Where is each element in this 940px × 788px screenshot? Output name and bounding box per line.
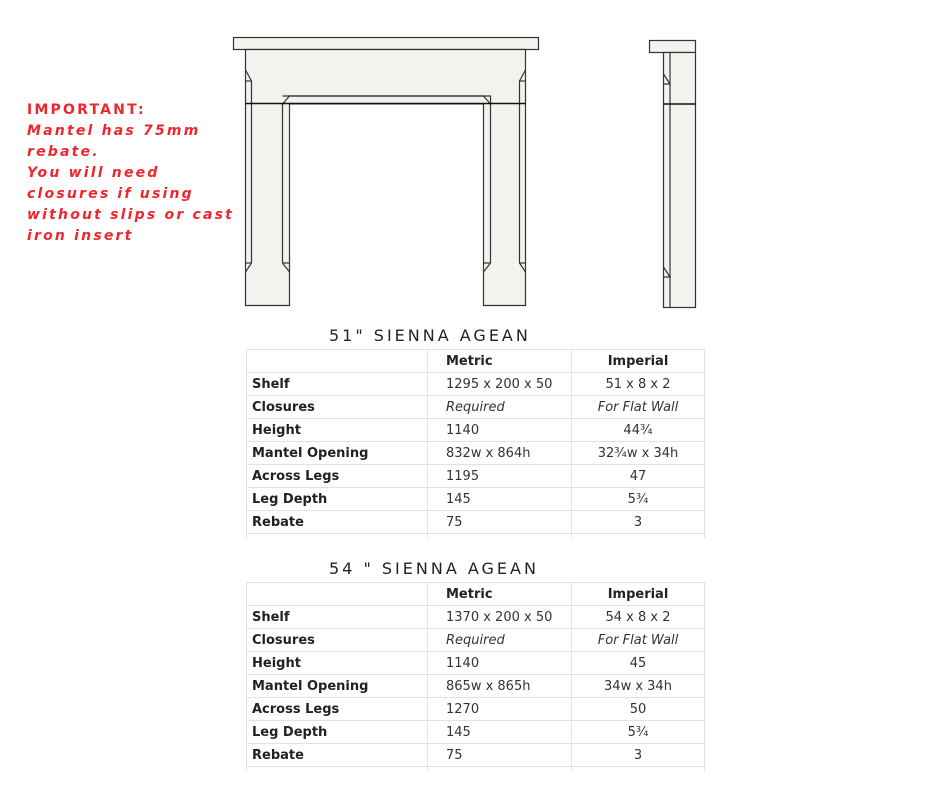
notice-line: without slips or cast	[27, 207, 235, 223]
mantel-side-drawing	[645, 35, 700, 310]
table-header-row	[247, 583, 705, 606]
row-imperial: 51 x 8 x 2	[572, 373, 705, 396]
notice-line: You will need	[27, 165, 160, 181]
row-imperial: For Flat Wall	[572, 629, 705, 652]
notice-line: Mantel has 75mm	[27, 123, 201, 139]
table-row	[247, 606, 705, 629]
row-label: Across Legs	[247, 465, 428, 488]
table-row	[247, 652, 705, 675]
row-imperial: 3	[572, 744, 705, 767]
table-row	[247, 698, 705, 721]
row-label: Leg Depth	[247, 721, 428, 744]
table-row	[247, 373, 705, 396]
row-label: Leg Depth	[247, 488, 428, 511]
row-imperial: 34w x 34h	[572, 675, 705, 698]
spec-table-54	[246, 582, 705, 771]
row-imperial: For Flat Wall	[572, 396, 705, 419]
table-row	[247, 675, 705, 698]
row-imperial: 44¾	[572, 419, 705, 442]
table-row	[247, 396, 705, 419]
notice-line: iron insert	[27, 228, 134, 244]
row-imperial: 54 x 8 x 2	[572, 606, 705, 629]
row-metric: 1195	[428, 465, 572, 488]
important-notice	[27, 100, 237, 247]
row-metric: 1140	[428, 652, 572, 675]
header-imperial: Imperial	[572, 583, 705, 606]
table-row	[247, 442, 705, 465]
row-label: Closures	[247, 629, 428, 652]
table-row	[247, 744, 705, 767]
header-metric: Metric	[428, 583, 572, 606]
spec-title-54: 54 " SIENNA AGEAN	[329, 559, 539, 578]
row-label: Closures	[247, 396, 428, 419]
header-label	[247, 583, 428, 606]
header-metric: Metric	[428, 350, 572, 373]
row-imperial: 50	[572, 698, 705, 721]
row-label: Height	[247, 419, 428, 442]
row-metric: 865w x 865h	[428, 675, 572, 698]
table-row	[247, 488, 705, 511]
table-row	[247, 721, 705, 744]
row-imperial: 45	[572, 652, 705, 675]
row-imperial: 5¾	[572, 488, 705, 511]
row-label: Shelf	[247, 606, 428, 629]
row-imperial: 47	[572, 465, 705, 488]
row-label: Rebate	[247, 744, 428, 767]
row-metric: 832w x 864h	[428, 442, 572, 465]
row-imperial: 5¾	[572, 721, 705, 744]
table-row	[247, 629, 705, 652]
table-row-spacer	[247, 767, 705, 772]
spec-table-51	[246, 349, 705, 538]
row-imperial: 32¾w x 34h	[572, 442, 705, 465]
table-header-row	[247, 350, 705, 373]
row-label: Across Legs	[247, 698, 428, 721]
row-metric: 1270	[428, 698, 572, 721]
row-metric: Required	[428, 629, 572, 652]
row-metric: 145	[428, 721, 572, 744]
spec-title-51: 51" SIENNA AGEAN	[329, 326, 531, 345]
notice-title: IMPORTANT:	[27, 102, 146, 118]
row-metric: 1295 x 200 x 50	[428, 373, 572, 396]
row-label: Rebate	[247, 511, 428, 534]
row-metric: 1140	[428, 419, 572, 442]
mantel-front-drawing	[230, 35, 542, 310]
row-label: Mantel Opening	[247, 442, 428, 465]
row-metric: 145	[428, 488, 572, 511]
header-label	[247, 350, 428, 373]
row-metric: 1370 x 200 x 50	[428, 606, 572, 629]
row-label: Height	[247, 652, 428, 675]
row-label: Mantel Opening	[247, 675, 428, 698]
row-metric: 75	[428, 511, 572, 534]
table-row	[247, 419, 705, 442]
notice-line: rebate.	[27, 144, 100, 160]
header-imperial: Imperial	[572, 350, 705, 373]
row-label: Shelf	[247, 373, 428, 396]
table-row	[247, 511, 705, 534]
table-row	[247, 465, 705, 488]
row-metric: Required	[428, 396, 572, 419]
table-row-spacer	[247, 534, 705, 539]
row-imperial: 3	[572, 511, 705, 534]
row-metric: 75	[428, 744, 572, 767]
notice-line: closures if using	[27, 186, 194, 202]
